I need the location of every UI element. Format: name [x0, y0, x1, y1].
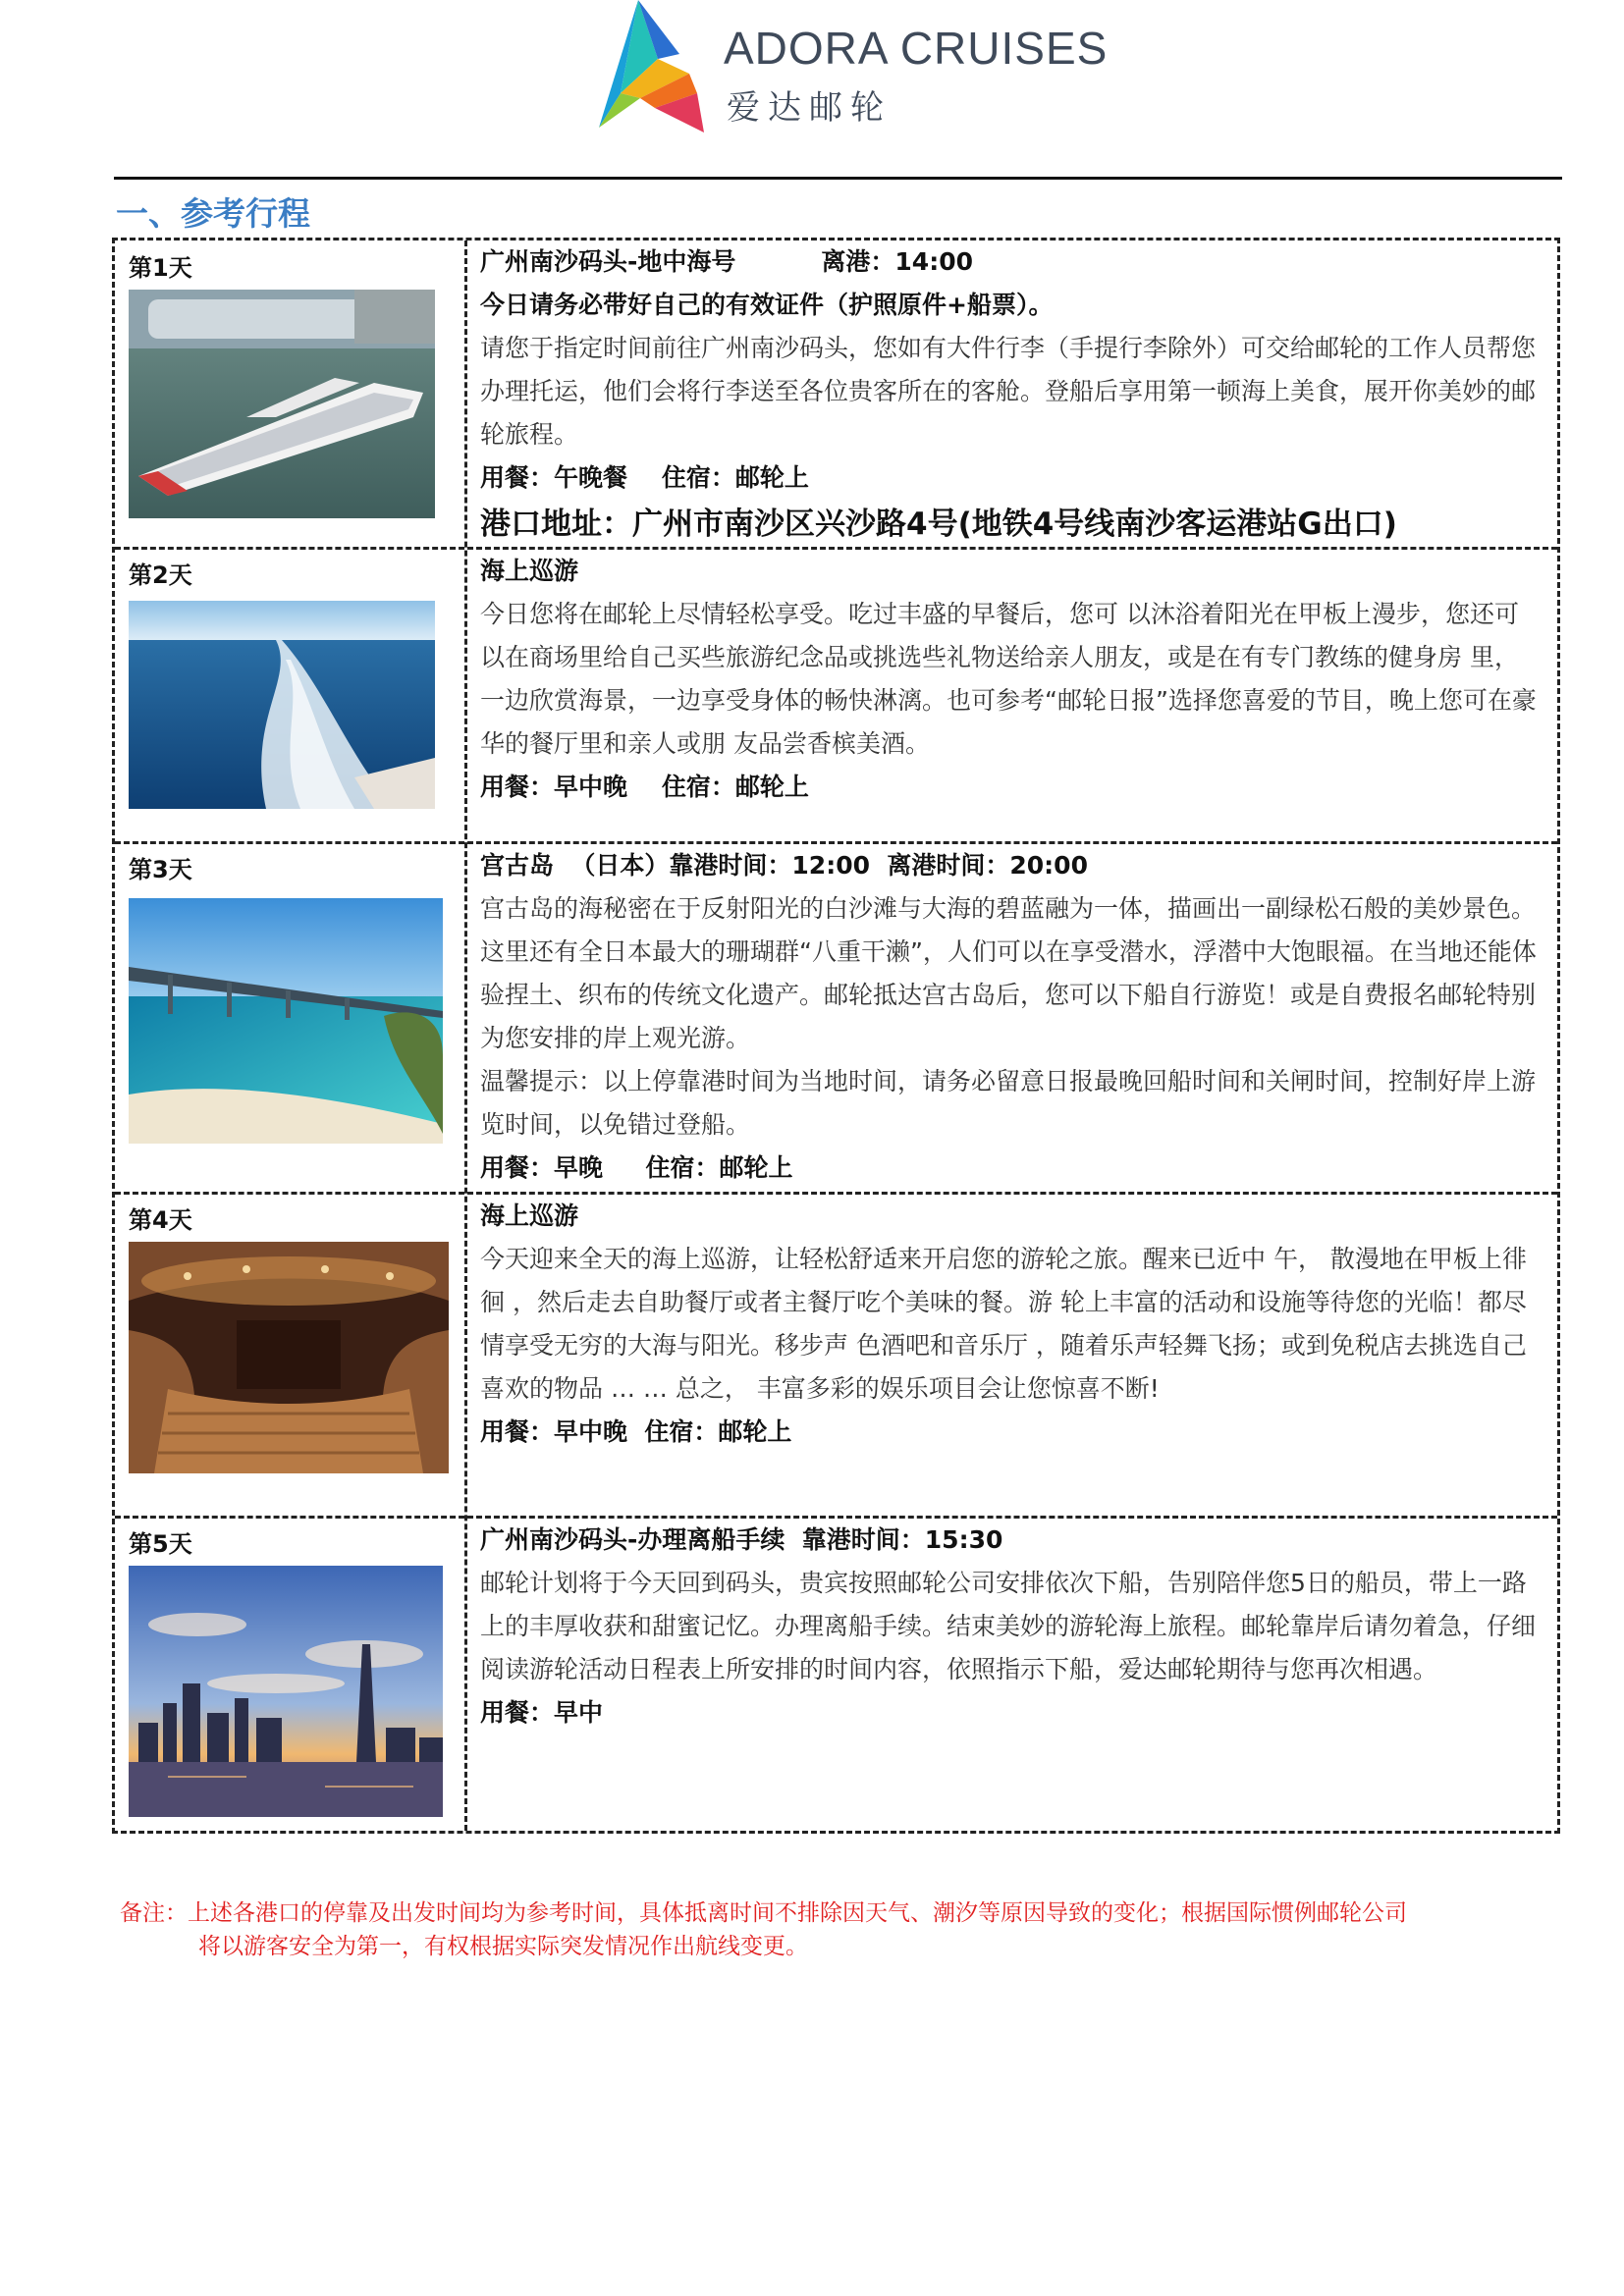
day-body: 请您于指定时间前往广州南沙码头，您如有大件行李（手提行李除外）可交给邮轮的工作人员帮您办理托运，他们会将行李送至各位贵客所在的客舱。登船后享用第一顿海上美食，展开你美妙的邮轮旅程。 [480, 334, 1537, 449]
itinerary-row-day3 [115, 844, 1557, 1192]
itinerary-row-day4 [115, 1195, 1557, 1516]
day-label: 第4天 [129, 1206, 192, 1234]
day-label: 第3天 [129, 856, 192, 883]
itinerary-row-day1 [115, 240, 1557, 547]
day-content [480, 550, 1540, 809]
day-content [480, 1519, 1540, 1735]
itinerary-row-day2 [115, 550, 1557, 841]
disclaimer-note [120, 1896, 1534, 1963]
day-title: 宫古岛 （日本）靠港时间：12:00 离港时间：20:00 [480, 851, 1088, 880]
day-content [480, 844, 1540, 1190]
brand-logo [542, 0, 1131, 137]
sail-logo-icon [542, 0, 719, 137]
brand-name-en: ADORA CRUISES [724, 23, 1109, 74]
brand-name-cn: 爱达邮轮 [727, 88, 892, 128]
day-meals: 用餐：早晚 住宿：邮轮上 [480, 1153, 793, 1182]
note-line-2: 将以游客安全为第一，有权根据实际突发情况作出航线变更。 [198, 1934, 808, 1959]
itinerary-table [112, 238, 1560, 1834]
day-label: 第2天 [129, 561, 192, 589]
day-meals: 用餐：早中 [480, 1698, 604, 1727]
day-body: 今日您将在邮轮上尽情轻松享受。吃过丰盛的早餐后，您可 以沐浴着阳光在甲板上漫步，您还可以在商场里给自己买些旅游纪念品或挑选些礼物送给亲人朋友，或是在有专门教练的健身房 里，一边欣赏海景，一边享受身体的畅快淋漓。也可参考“邮轮日报”选择您喜爱的节目，晚上您可在豪华的餐厅里和亲人或朋 友品尝香槟美酒。 [480, 600, 1537, 758]
guangzhou-skyline-sunset-photo [129, 1566, 443, 1817]
day-title: 广州南沙码头-办理离船手续 靠港时间：15:30 [480, 1525, 1003, 1554]
itinerary-row-day5 [115, 1519, 1557, 1834]
day-label: 第5天 [129, 1530, 192, 1558]
miyako-bridge-beach-photo [129, 898, 443, 1144]
day-tip: 温馨提示：以上停靠港时间为当地时间，请务必留意日报最晚回船时间和关闸时间，控制好岸上游览时间，以免错过登船。 [480, 1067, 1537, 1139]
note-line-1: 备注：上述各港口的停靠及出发时间均为参考时间，具体抵离时间不排除因天气、潮汐等原因导致的变化；根据国际惯例邮轮公司 [120, 1900, 1407, 1926]
ship-wake-ocean-photo [129, 601, 435, 809]
day-content [480, 1195, 1540, 1454]
day-title: 海上巡游 [480, 557, 579, 585]
day-meals: 用餐：早中晚 住宿：邮轮上 [480, 1417, 792, 1446]
ship-theater-interior-photo [129, 1242, 449, 1473]
day-label: 第1天 [129, 254, 192, 282]
day-meals: 用餐：午晚餐 住宿：邮轮上 [480, 463, 809, 492]
day-content [480, 240, 1540, 549]
day-title: 广州南沙码头-地中海号 离港：14:00 [480, 247, 973, 276]
header-divider [114, 177, 1562, 180]
day-title: 海上巡游 [480, 1201, 579, 1230]
port-address: 港口地址：广州市南沙区兴沙路4号(地铁4号线南沙客运港站G出口) [480, 507, 1397, 542]
cruise-ship-at-port-photo [129, 290, 435, 518]
day-body: 宫古岛的海秘密在于反射阳光的白沙滩与大海的碧蓝融为一体，描画出一副绿松石般的美妙景色。这里还有全日本最大的珊瑚群“八重干濑”，人们可以在享受潜水，浮潜中大饱眼福。在当地还能体验捏土、织布的传统文化遗产。邮轮抵达宫古岛后，您可以下船自行游览！或是自费报名邮轮特别为您安排的岸上观光游。 [480, 894, 1537, 1052]
day-body: 邮轮计划将于今天回到码头，贵宾按照邮轮公司安排依次下船，告别陪伴您5日的船员，带上一路上的丰厚收获和甜蜜记忆。办理离船手续。结束美妙的游轮海上旅程。邮轮靠岸后请勿着急，仔细阅读游轮活动日程表上所安排的时间内容，依照指示下船，爱达邮轮期待与您再次相遇。 [480, 1569, 1537, 1683]
day-body: 今天迎来全天的海上巡游，让轻松舒适来开启您的游轮之旅。醒来已近中 午， 散漫地在甲板上徘徊 ，然后走去自助餐厅或者主餐厅吃个美味的餐。游 轮上丰富的活动和设施等待您的光临！都尽情享受无穷的大海与阳光。移步声 色酒吧和音乐厅 ，随着乐声轻舞飞扬；或到免税店去挑选自己喜欢的物品 … … 总之， 丰富多彩的娱乐项目会让您惊喜不断! [480, 1245, 1527, 1403]
day-lead: 今日请务必带好自己的有效证件（护照原件+船票）。 [480, 291, 1054, 319]
day-meals: 用餐：早中晚 住宿：邮轮上 [480, 773, 809, 801]
section-title: 一、参考行程 [116, 194, 310, 233]
